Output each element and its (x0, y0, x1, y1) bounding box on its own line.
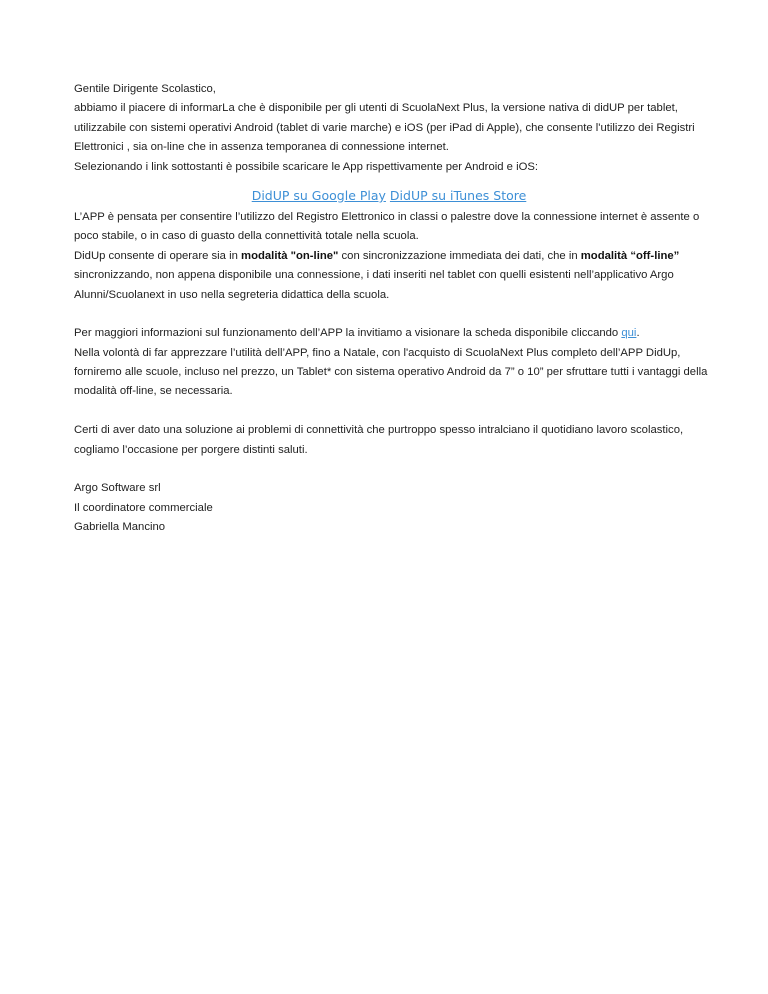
online-mode-label: modalità "on-line" (241, 249, 339, 262)
app-description-line-2: poco stabile, o in caso di guasto della connettività totale nella scuola. (74, 230, 419, 243)
modes-text-b: con sincronizzazione immediata dei dati, che in (338, 249, 581, 262)
info-line (74, 324, 704, 343)
offer-line-1: Nella volontà di far apprezzare l’utilità dell’APP, fino a Natale, con l'acquisto di ScuolaNext Plus completo dell’APP DidUp, (74, 346, 681, 359)
signature-company: Argo Software srl (74, 482, 161, 495)
offer-line-3: modalità off-line, se necessaria. (74, 385, 233, 398)
intro-line-1: abbiamo il piacere di informarLa che è disponibile per gli utenti di ScuolaNext Plus, la versione nativa di didUP per tablet, (74, 102, 678, 115)
closing-line-1: Certi di aver dato una soluzione ai problemi di connettività che purtroppo spesso intralciano il quotidiano lavoro scolastico, (74, 424, 684, 437)
info-period: . (636, 327, 640, 340)
app-description-line-1: L’APP è pensata per consentire l’utilizzo del Registro Elettronico in classi o palestre dove la connessione internet è assente o (74, 210, 700, 223)
info-text: Per maggiori informazioni sul funzionamento dell’APP la invitiamo a visionare la scheda disponibile cliccando (74, 327, 622, 340)
signature-name: Gabriella Mancino (74, 521, 166, 534)
itunes-store-link[interactable]: DidUP su iTunes Store (389, 187, 527, 203)
google-play-link[interactable]: DidUP su Google Play (251, 187, 386, 203)
offline-mode-label: modalità “off-line” (580, 249, 680, 262)
closing-line-2: cogliamo l’occasione per porgere distinti saluti. (74, 443, 308, 456)
paragraph-spacer (74, 305, 704, 324)
intro-line-4: Selezionando i link sottostanti è possibile scaricare le App rispettivamente per Android e iOS: (74, 160, 539, 173)
sync-line-2: Alunni/Scuolanext in uso nella segreteria didattica della scuola. (74, 288, 390, 301)
paragraph-spacer (74, 460, 704, 479)
modes-line (74, 247, 704, 266)
paragraph-spacer (74, 402, 704, 421)
app-store-links (74, 184, 704, 208)
modes-text-a: DidUp consente di operare sia in (74, 249, 242, 262)
intro-line-2: utilizzabile con sistemi operativi Android (tablet di varie marche) e iOS (per iPad di Apple), che consente l'utilizzo dei Registri (74, 121, 695, 134)
sync-line-1: sincronizzando, non appena disponibile una connessione, i dati inseriti nel tablet con quelli esistenti nell’applicativo Argo (74, 269, 674, 282)
offer-line-2: forniremo alle scuole, incluso nel prezzo, un Tablet* con sistema operativo Android da 7” o 10” per sfruttare tutti i vantaggi della (74, 366, 708, 379)
letter-body (74, 80, 708, 538)
intro-line-3: Elettronici , sia on-line che in assenza temporanea di connessione internet. (74, 141, 449, 154)
greeting: Gentile Dirigente Scolastico, (74, 83, 216, 95)
info-link[interactable]: qui (621, 327, 637, 340)
signature-role: Il coordinatore commerciale (74, 501, 213, 514)
